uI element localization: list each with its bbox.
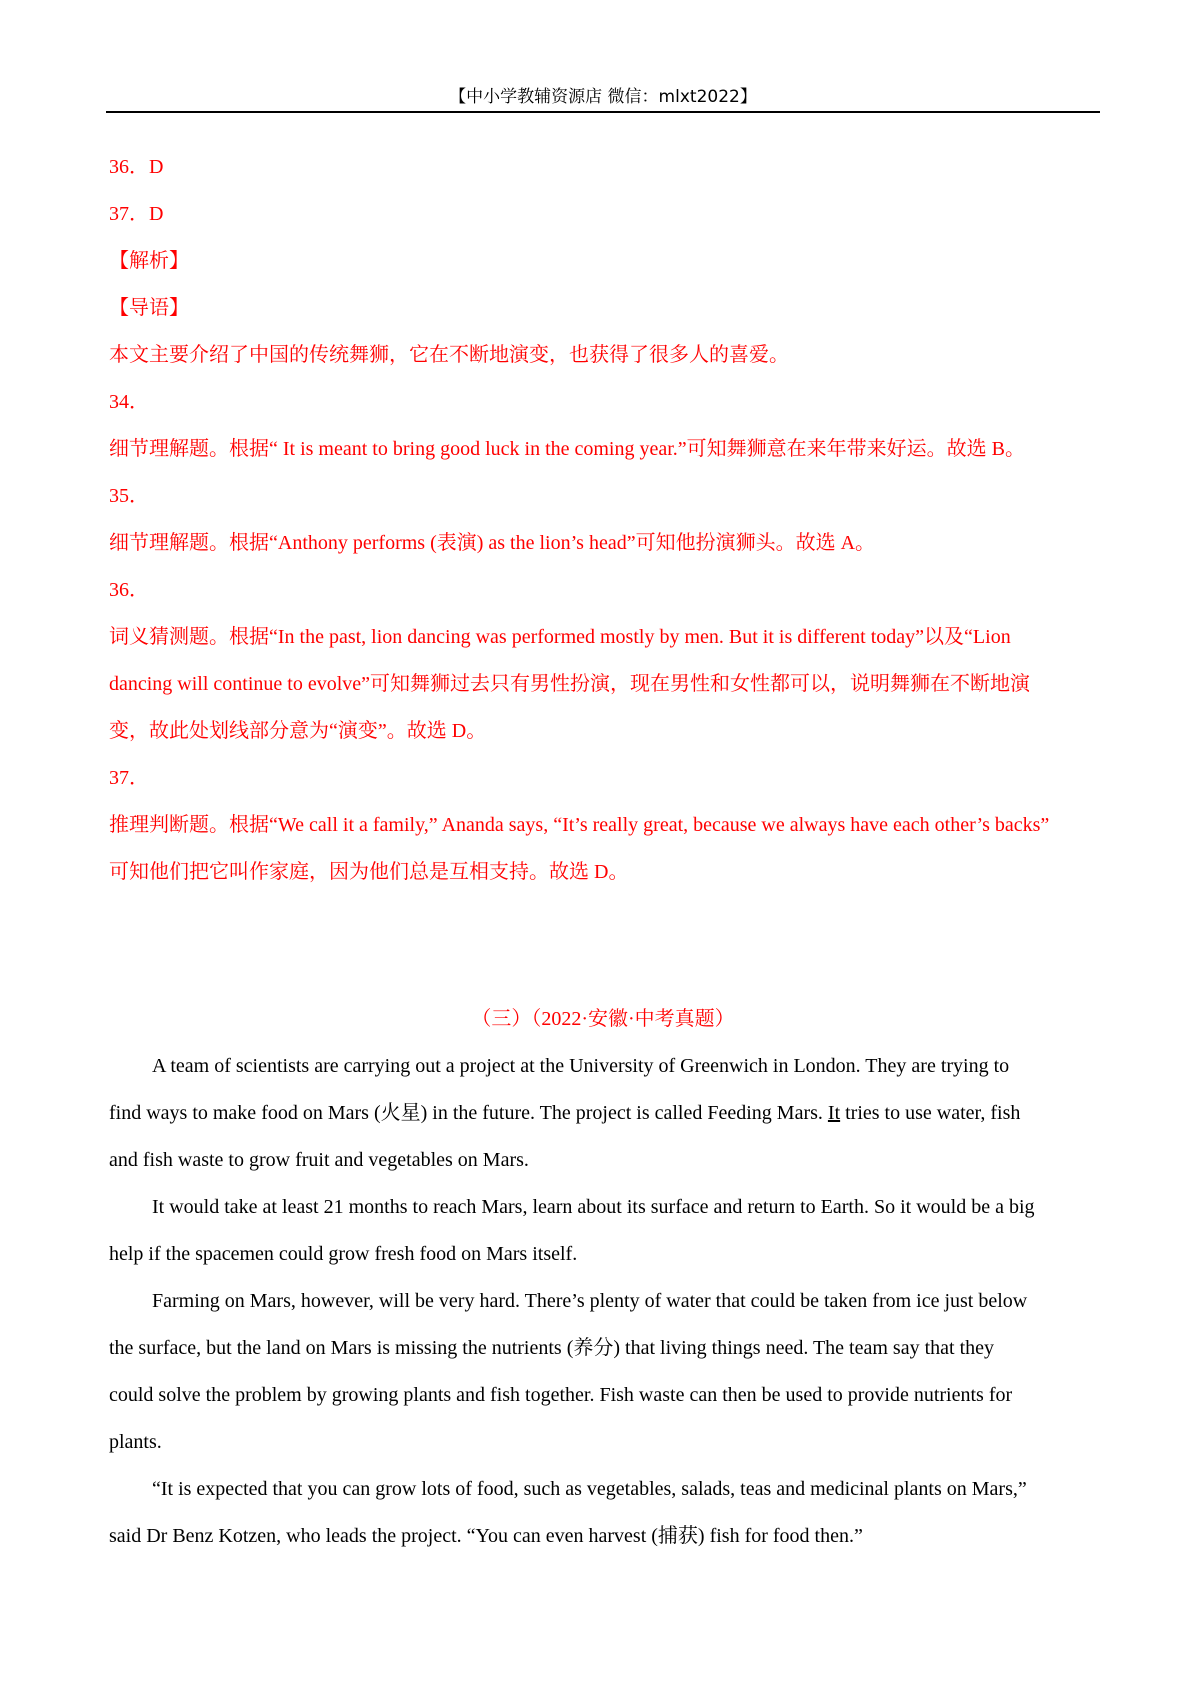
q37-number: 37． [109, 767, 149, 789]
section-title: （三）（2022·安徽·中考真题） [471, 1008, 735, 1030]
q36-number: 36． [109, 579, 149, 601]
q35-explanation: 细节理解题。根据“Anthony performs (表演) as the lion’s head”可知他扮演狮头。故选 A。 [109, 532, 876, 554]
q36-explanation-line: 变，故此处划线部分意为“演变”。故选 D。 [109, 720, 487, 742]
q36-explanation-line: dancing will continue to evolve”可知舞狮过去只有男性扮演，现在男性和女性都可以，说明舞狮在不断地演 [109, 673, 1031, 695]
answer-36: 36．D [109, 156, 164, 178]
passage-line: said Dr Benz Kotzen, who leads the project. “You can even harvest (捕获) fish for food then.” [109, 1525, 863, 1547]
passage-line: Farming on Mars, however, will be very hard. There’s plenty of water that could be taken from ice just below [152, 1290, 1028, 1312]
q37-explanation-line: 推理判断题。根据“We call it a family,” Ananda says, “It’s really great, because we always have each other’s backs” [109, 814, 1050, 836]
answer-37: 37．D [109, 203, 164, 225]
passage-line: the surface, but the land on Mars is missing the nutrients (养分) that living things need. The team say that they [109, 1337, 995, 1359]
intro-tag: 【导语】 [109, 297, 189, 319]
passage-line [109, 1099, 1020, 1127]
q36-explanation-line: 词义猜测题。根据“In the past, lion dancing was performed mostly by men. But it is different today”以及“Lion [109, 626, 1011, 648]
q37-explanation-line: 可知他们把它叫作家庭，因为他们总是互相支持。故选 D。 [109, 861, 629, 883]
passage-line: help if the spacemen could grow fresh food on Mars itself. [109, 1243, 578, 1265]
q34-explanation: 细节理解题。根据“ It is meant to bring good luck in the coming year.”可知舞狮意在来年带来好运。故选 B。 [109, 438, 1026, 460]
q35-number: 35． [109, 485, 149, 507]
q34-number: 34． [109, 391, 149, 413]
intro-text: 本文主要介绍了中国的传统舞狮，它在不断地演变，也获得了很多人的喜爱。 [109, 344, 789, 366]
header-divider [106, 111, 1100, 113]
passage-line: and fish waste to grow fruit and vegetables on Mars. [109, 1149, 529, 1171]
underlined-word: It [827, 1102, 841, 1124]
passage-line: It would take at least 21 months to reach Mars, learn about its surface and return to Earth. So it would be a big [152, 1196, 1035, 1218]
analysis-tag: 【解析】 [109, 250, 189, 272]
passage-line: could solve the problem by growing plants and fish together. Fish waste can then be used to provide nutrients for [109, 1384, 1013, 1406]
passage-line: plants. [109, 1431, 162, 1453]
page-header: 【中小学教辅资源店 微信：mlxt2022】 [449, 87, 757, 107]
passage-line: A team of scientists are carrying out a project at the University of Greenwich in London. They are trying to [152, 1055, 1010, 1077]
passage-text: tries to use water, fish [840, 1102, 1021, 1124]
passage-text: find ways to make food on Mars (火星) in the future. The project is called Feeding Mars. [109, 1102, 828, 1124]
passage-line: “It is expected that you can grow lots of food, such as vegetables, salads, teas and medicinal plants on Mars,” [152, 1478, 1027, 1500]
